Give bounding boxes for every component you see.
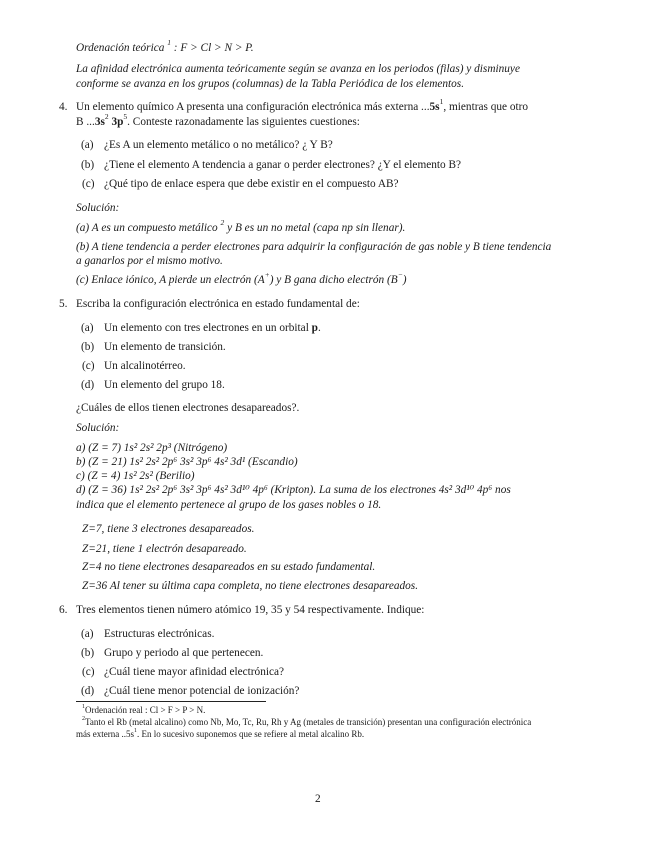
q5-item-d-text: Un elemento del grupo 18. [104,379,225,391]
q5-item-a-label: (a) [81,322,94,334]
q5-question: ¿Cuáles de ellos tienen electrones desapareados?. [76,402,300,414]
q5-solution-c: c) (Z = 4) 1s² 2s² (Berilio) [76,470,195,482]
question-6-statement: Tres elementos tienen número atómico 19, 35 y 54 respectivamente. Indique: [76,604,425,616]
q5-item-a-after: . [317,322,321,334]
q5-item-b-text: Un elemento de transición. [104,341,226,353]
footnote-2-line2-post: . En lo sucesivo suponemos que se refiere al metal alcalino Rb. [136,729,365,739]
q5-item-b-label: (b) [81,341,95,353]
q4-conf-a-sup: 1 [439,97,444,107]
q6-item-d-label: (d) [81,685,95,697]
q6-item-d-text: ¿Cuál tiene menor potencial de ionización? [104,685,300,697]
footnote-1 [82,705,205,716]
question-4-number: 4. [59,101,68,113]
q5-item-a [104,321,321,336]
ordenacion-teorica [76,38,254,56]
footnote-2-line-1 [82,717,531,728]
footnote-ref-2: 2 [220,218,225,228]
q4-solution-b-line-1: (b) A tiene tendencia a perder electrones para adquirir la configuración de gas noble y B tiene tendencia [76,241,552,253]
footnote-1-mark: 1 [82,704,85,710]
q4-line1-text: Un elemento químico A presenta una configuración electrónica más externa ... [76,101,430,113]
afinidad-line-1: La afinidad electrónica aumenta teóricamente según se avanza en los periodos (filas) y disminuye [76,63,520,75]
q5-item-d-label: (d) [81,379,95,391]
q4-item-a-text: ¿Es A un elemento metálico o no metálico? ¿ Y B? [104,139,333,151]
q5-z7-note: Z=7, tiene 3 electrones desapareados. [82,523,255,535]
q4-sol-c-cation: + [264,270,270,280]
q6-item-a-text: Estructuras electrónicas. [104,628,215,640]
footnote-2-mark: 2 [82,716,85,722]
q4-sol-c-post: ) [402,274,407,286]
afinidad-line-2: conforme se avanza en los grupos (columnas) de la Tabla Periódica de los elementos. [76,78,465,90]
q5-z21-note: Z=21, tiene 1 electrón desapareado. [82,543,247,555]
q4-item-a-label: (a) [81,139,94,151]
q5-solution-d-line-1: d) (Z = 36) 1s² 2s² 2p⁶ 3s² 3p⁶ 4s² 3d¹⁰ 4p⁶ (Kripton). La suma de los electrones 4s² 3d¹⁰ 4p⁶ nos [76,484,511,496]
q4-line2-pre: B ... [76,116,95,128]
q5-item-a-bold: p [311,322,318,334]
question-4-line-1 [76,97,529,115]
q5-item-c-label: (c) [82,360,95,372]
q5-z36-note: Z=36 Al tener su última capa completa, no tiene electrones desapareados. [82,580,419,592]
page-number: 2 [315,793,321,805]
q4-item-b-label: (b) [81,159,95,171]
q4-conf-a: 5s [429,101,440,113]
q4-solution-a [76,218,406,236]
footnote-2-line2-pre: más externa ..5s [76,729,134,739]
q5-solution-d-line-2: indica que el elemento pertenece al grupo de los gases nobles o 18. [76,499,382,511]
q6-item-a-label: (a) [81,628,94,640]
question-4-line-2 [76,112,360,130]
q5-item-a-text: Un elemento con tres electrones en un orbital [104,322,312,334]
q4-conf-b-p-sup: 5 [123,112,128,122]
footnote-2-line2-sup: 1 [133,728,137,734]
footnote-2-text: Tanto el Rb (metal alcalino) como Nb, Mo, Tc, Ru, Rh y Ag (metales de transición) presentan una configuración electrónica [85,717,532,727]
ordenacion-value: : F > Cl > N > P. [170,42,254,54]
q4-solucion-label: Solución: [76,202,120,214]
q4-conf-b-p: 3p [108,116,124,128]
q4-line1-post: , mientras que otro [443,101,529,113]
q4-sol-c-pre: (c) Enlace iónico, A pierde un electrón (A [76,274,265,286]
q5-z4-note: Z=4 no tiene electrones desapareados en su estado fundamental. [82,561,376,573]
q4-sol-a-pre: (a) A es un compuesto metálico [76,222,218,234]
q6-item-b-label: (b) [81,647,95,659]
q4-item-c-text: ¿Qué tipo de enlace espera que debe existir en el compuesto AB? [104,178,399,190]
q4-line2-post: . Conteste razonadamente las siguientes cuestiones: [127,116,360,128]
q6-item-c-label: (c) [82,666,95,678]
footnote-ref-1: 1 [167,38,171,48]
q4-solution-b-line-2: a ganarlos por el mismo motivo. [76,255,223,267]
q4-sol-c-anion: − [397,270,403,280]
q4-item-c-label: (c) [82,178,95,190]
q4-sol-c-mid: ) y B gana dicho electrón (B [269,274,398,286]
footnote-1-text: Ordenación real : Cl > F > P > N. [85,705,206,715]
q6-item-b-text: Grupo y periodo al que pertenecen. [104,647,264,659]
question-5-statement: Escriba la configuración electrónica en estado fundamental de: [76,298,360,310]
q4-item-b-text: ¿Tiene el elemento A tendencia a ganar o perder electrones? ¿Y el elemento B? [104,159,462,171]
q5-solution-a: a) (Z = 7) 1s² 2s² 2p³ (Nitrógeno) [76,442,228,454]
q4-solution-c [76,270,407,288]
ordenacion-label: Ordenación teórica [76,42,165,54]
footnote-2-line-2 [76,729,364,740]
q4-sol-a-post: y B es un no metal (capa np sin llenar). [224,222,406,234]
footnote-divider [76,701,266,702]
q6-item-c-text: ¿Cuál tiene mayor afinidad electrónica? [104,666,285,678]
q5-item-c-text: Un alcalinotérreo. [104,360,186,372]
q4-conf-b-s: 3s [94,116,105,128]
q5-solucion-label: Solución: [76,422,120,434]
question-5-number: 5. [59,298,68,310]
question-6-number: 6. [59,604,68,616]
q4-conf-b-s-sup: 2 [104,112,109,122]
q5-solution-b: b) (Z = 21) 1s² 2s² 2p⁶ 3s² 3p⁶ 4s² 3d¹ (Escandio) [76,456,298,468]
